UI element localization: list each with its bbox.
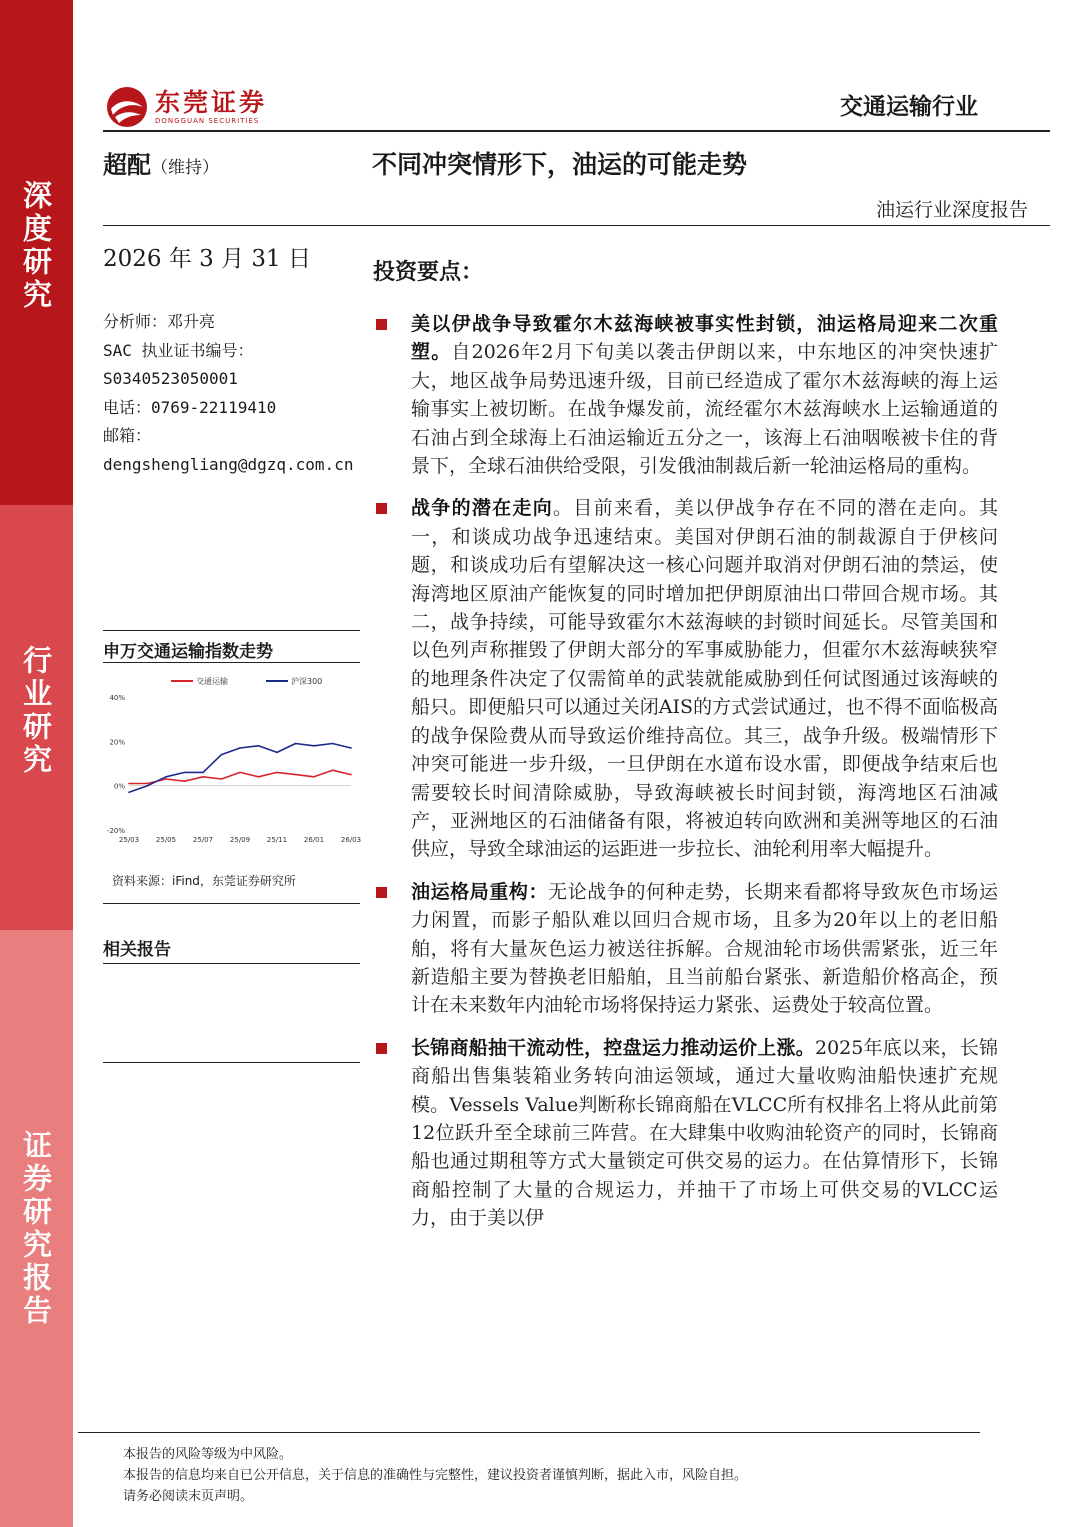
related-divider	[103, 963, 360, 964]
footer-info-source: 本报告的信息均来自已公开信息，关于信息的准确性与完整性，建议投资者谨慎判断，据此入市，风险自担。	[123, 1468, 748, 1483]
bullet-square-icon	[376, 319, 387, 330]
series-point	[202, 772, 204, 774]
series-point	[147, 783, 149, 785]
series-point	[295, 774, 297, 776]
series-point	[332, 769, 334, 771]
sidebar-deep-research: 深度研究	[0, 0, 73, 505]
series-point	[258, 776, 260, 778]
legend-label: 交通运输	[196, 677, 228, 686]
series-point	[184, 780, 186, 782]
bullet-body: 无论战争的何种走势，长期来看都将导致灰色市场运力闲置，而影子船队难以回归合规市场，且多为20年以上的老旧船舶，将有大量灰色运力被送往拆解。合规油轮市场供需紧张，近三年新造船主要为替换老旧船舶，且当前船台紧张、新造船价格高企，预计在未来数年内油轮市场将保持运力紧张、运费处于较高位置。	[411, 880, 998, 1017]
analyst-phone: 电话：0769-22119410	[103, 397, 277, 417]
y-tick-label: 0%	[113, 782, 125, 791]
analyst-email[interactable]: dengshengliang@dgzq.com.cn	[103, 454, 354, 474]
y-tick-label: -20%	[106, 827, 125, 835]
series-point	[165, 778, 167, 780]
report-type: 油运行业深度报告	[875, 199, 1028, 221]
x-tick-label: 25/05	[155, 836, 177, 844]
series-point	[239, 772, 241, 774]
rating-note: （维持）	[151, 158, 219, 178]
bullet-lead: 油运格局重构：	[411, 880, 549, 903]
rating-label: 超配	[103, 151, 151, 179]
sidebar-securities-report: 证券研究报告	[0, 930, 73, 1527]
x-tick-label: 25/07	[192, 836, 214, 844]
bullet-square-icon	[376, 887, 387, 898]
series-point	[128, 783, 130, 785]
report-title: 不同冲突情形下，油运的可能走势	[372, 150, 748, 179]
series-point	[165, 776, 167, 778]
logo-english-name: DONGGUAN SECURITIES	[155, 117, 260, 125]
footer-risk-level: 本报告的风险等级为中风险。	[123, 1447, 293, 1462]
company-logo	[105, 85, 267, 129]
series-point	[276, 772, 278, 774]
bullet-body: 。目前来看，美以伊战争存在不同的潜在走向。其一，和谈成功战争迅速结束。美国对伊朗石油的制裁源自于伊核问题，和谈成功后有望解决这一核心问题并取消对伊朗石油的禁运，使海湾地区原油产能恢复的同时增加把伊朗原油出口带回合规市场。其二，战争持续，可能导致霍尔木兹海峡的封锁时间延长。尽管美国和以色列声称摧毁了伊朗大部分的军事威胁能力，但霍尔木兹海峡狭窄的地理条件决定了仅需简单的武装就能威胁到任何试图通过该海峡的船只。即便船只可以通过关闭AIS的方式尝试通过，也不得不面临极高的战争保险费从而导致运价维持高位。其三，战争升级。极端情形下冲突可能进一步升级，一旦伊朗在水道布设水雷，即便战争结束后也需要较长时间清除威胁，导致海峡被长时间封锁，海湾地区石油减产，亚洲地区的石油储备有限，将被迫转向欧洲和美洲等地区的石油供应，导致全球油运的运距进一步拉长、油轮利用率大幅提升。	[411, 497, 998, 861]
bullet-lead: 战争的潜在走向	[411, 497, 553, 520]
bullet-item	[373, 494, 998, 863]
investment-highlights-title: 投资要点：	[373, 260, 484, 285]
rating	[103, 145, 219, 180]
x-tick-label: 26/03	[340, 836, 361, 844]
series-point	[202, 776, 204, 778]
chart-top-divider	[103, 630, 360, 631]
series-point	[239, 747, 241, 749]
report-date: 2026 年 3 月 31 日	[103, 246, 311, 272]
chart-y-axis	[107, 694, 351, 835]
series-point	[276, 752, 278, 754]
analyst-info	[103, 308, 353, 479]
bullet-item	[373, 310, 998, 480]
source-divider	[103, 903, 360, 904]
series-point	[313, 745, 315, 747]
logo-chinese-name: 东莞证券	[155, 88, 268, 117]
chart-legend	[171, 676, 322, 686]
sidebar-industry-research: 行业研究	[0, 505, 73, 930]
logo-mark-icon	[105, 85, 149, 129]
email-label: 邮箱：	[103, 426, 152, 445]
series-point	[350, 774, 352, 776]
chart-title: 申万交通运输指数走势	[103, 642, 273, 662]
sac-number: S0340523050001	[103, 369, 238, 388]
bullet-square-icon	[376, 1043, 387, 1054]
industry-label: 交通运输行业	[840, 94, 978, 120]
bullet-body: 2025年底以来，长锦商船出售集装箱业务转向油运领域，通过大量收购油船快速扩充规模。Vessels Value判断称长锦商船在VLCC所有权排名上将从此前第12位跃升至全球前三阵营。在大肆集中收购油轮资产的同时，长锦商船也通过期租等方式大量锁定可供交易的运力。在估算情形下，长锦商船控制了大量的合规运力，并抽干了市场上可供交易的VLCC运力，由于美以伊	[411, 1036, 998, 1230]
chart-x-axis	[119, 836, 361, 844]
series-point	[332, 743, 334, 745]
x-tick-label: 25/09	[229, 836, 251, 844]
analyst-name: 分析师：邓升亮	[103, 312, 216, 331]
x-tick-label: 25/11	[266, 836, 288, 844]
series-point	[147, 785, 149, 787]
y-tick-label: 40%	[109, 694, 125, 702]
sac-label: SAC 执业证书编号：	[103, 340, 254, 360]
title-divider	[103, 225, 1050, 226]
footer-read-statement: 请务必阅读末页声明。	[123, 1489, 254, 1504]
bullet-square-icon	[376, 503, 387, 514]
series-point	[184, 772, 186, 774]
footer-divider	[78, 1432, 980, 1433]
series-point	[295, 743, 297, 745]
series-point	[258, 745, 260, 747]
sidebar	[0, 0, 73, 1527]
related-bottom-divider	[103, 1062, 360, 1063]
related-reports-title: 相关报告	[103, 940, 171, 960]
x-tick-label: 26/01	[303, 836, 325, 844]
footer-disclaimer	[123, 1444, 747, 1507]
bullet-body: 自2026年2月下旬美以袭击伊朗以来，中东地区的冲突快速扩大，地区战争局势迅速升级，目前已经造成了霍尔木兹海峡的海上运输事实上被切断。在战争爆发前，流经霍尔木兹海峡水上运输通道的石油占到全球海上石油运输近五分之一，该海上石油咽喉被卡住的背景下，全球石油供给受限，引发俄油制裁后新一轮油运格局的重构。	[411, 341, 998, 478]
investment-bullets	[373, 310, 998, 1247]
bullet-item	[373, 878, 998, 1020]
chart-source: 资料来源：iFind，东莞证券研究所	[112, 874, 296, 888]
index-trend-chart	[103, 662, 361, 848]
bullet-lead: 长锦商船抽干流动性，控盘运力推动运价上涨。	[411, 1036, 815, 1059]
series-line	[129, 744, 351, 793]
series-point	[221, 778, 223, 780]
series-point	[221, 754, 223, 756]
header-divider	[103, 130, 1050, 132]
series-point	[128, 792, 130, 794]
series-point	[350, 747, 352, 749]
bullet-lead: 美以伊战争导致霍尔木兹海峡被事实性封锁，油运格局迎来二次重塑。	[411, 313, 998, 364]
y-tick-label: 20%	[109, 738, 125, 747]
bullet-item	[373, 1034, 998, 1233]
x-tick-label: 25/03	[118, 836, 140, 844]
series-point	[313, 776, 315, 778]
legend-label: 沪深300	[291, 677, 323, 686]
